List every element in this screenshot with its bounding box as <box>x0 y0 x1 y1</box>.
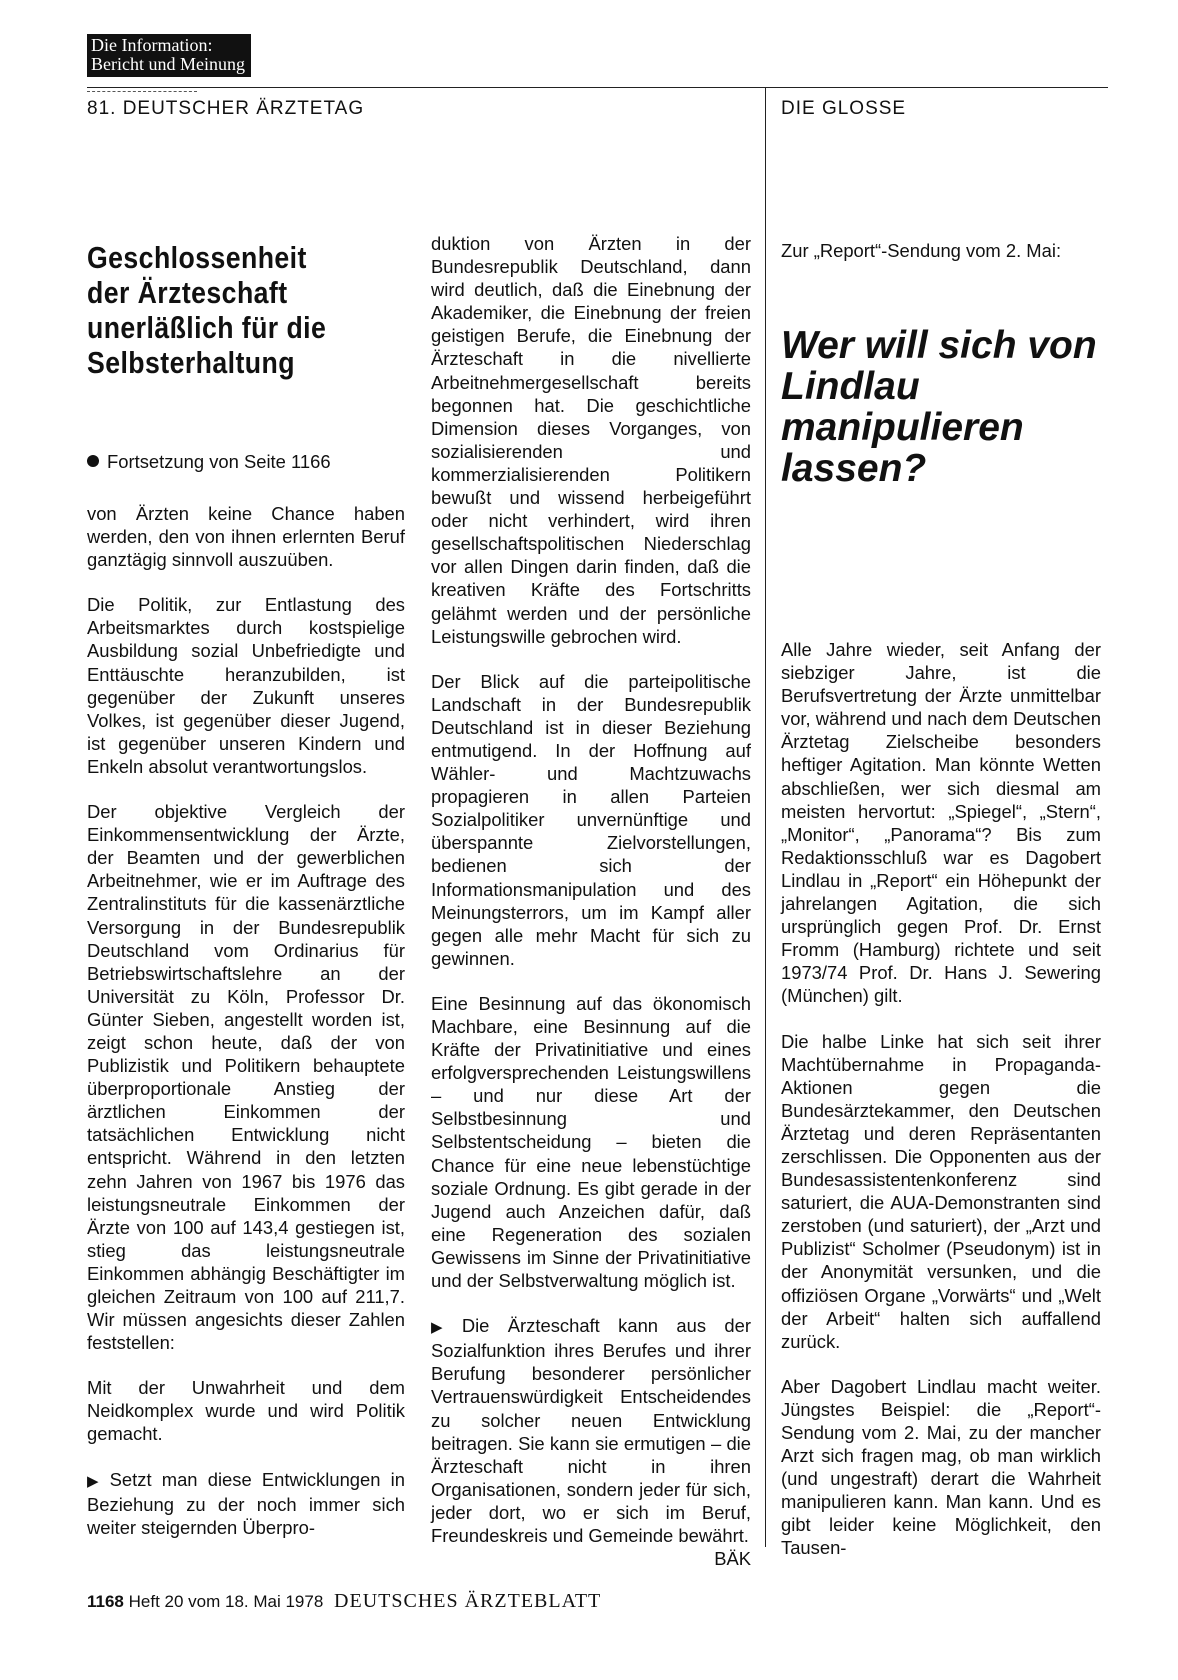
bullet-dot-icon <box>87 455 99 467</box>
paragraph: Der Blick auf die parteipolitische Landschaft in der Bundesrepublik Deutschland ist in dieser Beziehung entmutigend. In der Hoffnung auf Wähler- und Machtzuwachs propagieren in allen Parteien Sozialpolitiker unvernünftige und überspannte Zielvorstellungen, bedienen sich der Informationsmanipulation und des Meinungsterrors, um im Kampf aller gegen alle mehr Macht für sich zu gewinnen. <box>431 670 751 969</box>
section-badge <box>87 34 251 77</box>
glosse-headline: Wer will sich von Lindlau manipulieren lassen? <box>781 324 1097 490</box>
paragraph-with-arrow <box>431 1314 751 1570</box>
badge-line-2: Bericht und Meinung <box>91 54 245 74</box>
article-headline: Geschlossenheit der Ärzteschaft unerläßlich für die Selbsterhaltung <box>87 240 327 380</box>
continuation-note <box>87 451 331 473</box>
article-column-1 <box>87 502 405 1561</box>
paragraph: Die halbe Linke hat sich seit ihrer Machtübernahme in Propaganda-Aktionen gegen die Bundesärztekammer, den Deutschen Ärztetag und deren Repräsentanten zerschlissen. Die Opponenten aus der Bundesassistentenkonferenz sind saturiert, die AUA-Demonstranten sind zerstoben (und saturiert), der „Arzt und Publizist“ Scholmer (Pseudonym) ist in der Anonymität versunken, und die offiziösen Organe „Vorwärts“ und „Welt der Arbeit“ halten sich auffallend zurück. <box>781 1030 1101 1352</box>
paragraph: Der objektive Vergleich der Einkommensentwicklung der Ärzte, der Beamten und der gewerblichen Arbeitnehmer, wie er im Auftrage des Zentralinstituts für die kassenärztliche Versorgung in der Bundesrepublik Deutschland vom Ordinarius für Betriebswirtschaftslehre an der Universität zu Köln, Professor Dr. Günter Sieben, angestellt worden ist, zeigt schon heute, daß der von Publizistik und Politikern behauptete überproportionale Anstieg der ärztlichen Einkommen der tatsächlichen Entwicklung nicht entspricht. Während in den letzten zehn Jahren von 1967 bis 1976 das leistungsneutrale Einkommen der Ärzte von 100 auf 143,4 gestiegen ist, stieg das leistungsneutrale Einkommen abhängig Beschäftigter im gleichen Zeitraum von 100 auf 211,7. Wir müssen angesichts dieser Zahlen feststellen: <box>87 801 405 1354</box>
paragraph: Die Politik, zur Entlastung des Arbeitsmarktes durch kostspielige Ausbildung sozial Unbefriedigte und Enttäuschte heranzubilden, ist gegenüber der Zukunft unseres Volkes, ist gegenüber dieser Jugend, ist gegenüber unseren Kindern und Enkeln absolut verantwortungslos. <box>87 594 405 777</box>
triangle-right-icon: ▶ <box>431 1319 456 1337</box>
paragraph: Aber Dagobert Lindlau macht weiter. Jüngstes Beispiel: die „Report“-Sendung vom 2. Mai, zu der mancher Arzt sich fragen mag, ob man wirklich (und ungestraft) derart die Wahrheit manipulieren kann. Man kann. Und es gibt leider keine Möglichkeit, den Tausen- <box>781 1375 1101 1559</box>
badge-line-1: Die Information: <box>91 35 213 55</box>
paragraph-text: Setzt man diese Entwicklungen in Beziehung zu der noch immer sich weiter steigernden Überpro- <box>87 1468 405 1538</box>
magazine-name: DEUTSCHES ÄRZTEBLATT <box>334 1590 602 1612</box>
issue-info: Heft 20 vom 18. Mai 1978 <box>128 1592 324 1611</box>
continuation-text: Fortsetzung von Seite 1166 <box>107 451 331 472</box>
column-divider <box>765 87 766 1547</box>
glosse-column <box>781 638 1101 1582</box>
author-signature: BÄK <box>714 1548 751 1570</box>
paragraph: duktion von Ärzten in der Bundesrepublik Deutschland, dann wird deutlich, daß die Einebnung der Akademiker, die Einebnung der freien geistigen Berufe, die Einebnung der Ärzteschaft in die nivellierte Arbeitnehmergesellschaft bereits begonnen hat. Die geschichtliche Dimension dieses Vorganges, von sozialisierenden und kommerzialisierenden Politikern bewußt und wissend herbeigeführt oder nicht verhindert, wird ihren gesellschaftspolitischen Niederschlag vor allen Dingen darin finden, daß die kreativen Kräfte des Fortschritts gelähmt werden und der persönliche Leistungswille gebrochen wird. <box>431 233 751 647</box>
paragraph-with-arrow <box>87 1468 405 1539</box>
dashed-rule <box>87 91 197 92</box>
paragraph: Mit der Unwahrheit und dem Neidkomplex wurde und wird Politik gemacht. <box>87 1377 405 1445</box>
section-label-right: DIE GLOSSE <box>781 98 907 119</box>
page-number: 1168 <box>87 1592 124 1611</box>
article-column-2 <box>431 232 751 1570</box>
section-label-left: 81. DEUTSCHER ÄRZTETAG <box>87 98 365 119</box>
paragraph: Alle Jahre wieder, seit Anfang der siebziger Jahre, ist die Berufsvertretung der Ärzte unmittelbar vor, während und nach dem Deutschen Ärztetag Zielscheibe besonders heftiger Agitation. Man könnte Wetten abschließen, wer sich diesmal am meisten hervortut: „Spiegel“, „Stern“, „Monitor“, „Panorama“? Bis zum Redaktionsschluß war es Dagobert Lindlau in „Report“ ein Höhepunkt der jahrelangen Agitation, die sich ursprünglich gegen Prof. Dr. Ernst Fromm (Hamburg) richtete und seit 1973/74 Prof. Dr. Hans J. Sewering (München) gilt. <box>781 639 1101 1007</box>
triangle-right-icon: ▶ <box>87 1472 104 1490</box>
paragraph: Eine Besinnung auf das ökonomisch Machbare, eine Besinnung auf die Kräfte der Privatinitiative und eines erfolgversprechenden Leistungswillens – und nur diese Art der Selbstbesinnung und Selbstentscheidung – bieten die Chance für eine neue lebenstüchtige soziale Ordnung. Es gibt gerade in der Jugend auch Anzeichen dafür, daß eine Regeneration des sozialen Gewissens im Sinne der Privatinitiative und der Selbstverwaltung möglich ist. <box>431 992 751 1292</box>
page-footer <box>87 1590 601 1613</box>
top-rule <box>87 87 1108 88</box>
paragraph-text: Die Ärzteschaft kann aus der Sozialfunktion ihres Berufes und ihrer Berufung besonderer persönlicher Vertrauenswürdigkeit Entscheidendes zu solcher neuen Entwicklung beitragen. Sie kann sie ermutigen – die Ärzteschaft nicht in ihren Organisationen, sondern jeder für sich, jeder dort, wo er sich im Beruf, Freundeskreis und Gemeinde bewährt. <box>431 1315 751 1546</box>
paragraph: von Ärzten keine Chance haben werden, den von ihnen erlernten Beruf ganztägig sinnvoll auszuüben. <box>87 503 405 571</box>
glosse-kicker: Zur „Report“-Sendung vom 2. Mai: <box>781 240 1062 261</box>
